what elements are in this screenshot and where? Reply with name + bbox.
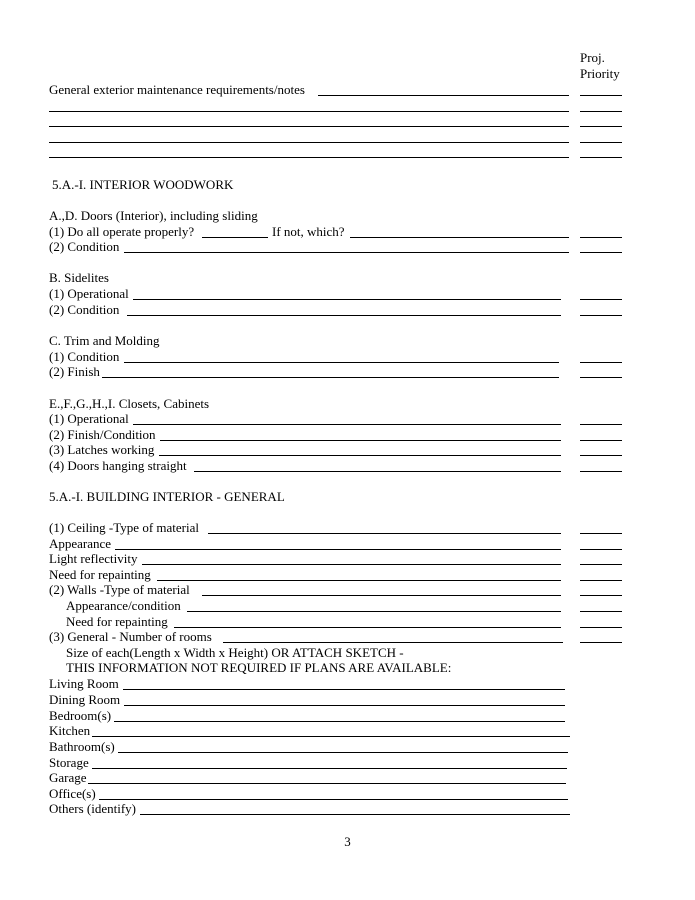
plans-note: THIS INFORMATION NOT REQUIRED IF PLANS ARE AVAILABLE:: [66, 660, 452, 675]
bedroom-label: Bedroom(s): [49, 708, 112, 723]
exterior-notes-line-2[interactable]: [49, 111, 569, 112]
priority-line[interactable]: [580, 142, 622, 143]
bathroom-label: Bathroom(s): [49, 739, 115, 754]
reflectivity-label: Light reflectivity: [49, 551, 138, 566]
living-room-input[interactable]: [123, 689, 565, 690]
woodwork-heading: 5.A.-I. INTERIOR WOODWORK: [52, 177, 234, 192]
reflectivity-input[interactable]: [142, 564, 561, 565]
kitchen-label: Kitchen: [49, 723, 91, 738]
closets-title: E.,F.,G.,H.,I. Closets, Cabinets: [49, 396, 210, 411]
others-label: Others (identify): [49, 801, 137, 816]
doors-condition-input[interactable]: [124, 252, 569, 253]
priority-line[interactable]: [580, 424, 622, 425]
sidelites-operational-label: (1) Operational: [49, 286, 129, 301]
walls-input[interactable]: [202, 595, 561, 596]
rooms-label: (3) General - Number of rooms: [49, 629, 212, 644]
trim-title: C. Trim and Molding: [49, 333, 160, 348]
priority-line[interactable]: [580, 126, 622, 127]
priority-line[interactable]: [580, 95, 622, 96]
trim-finish-label: (2) Finish: [49, 364, 100, 379]
walls-appearance-label: Appearance/condition: [66, 598, 181, 613]
trim-condition-input[interactable]: [124, 362, 559, 363]
exterior-notes-label: General exterior maintenance requirements/notes: [49, 82, 305, 97]
appearance-label: Appearance: [49, 536, 112, 551]
sidelites-condition-label: (2) Condition: [49, 302, 120, 317]
repainting-input[interactable]: [157, 580, 561, 581]
doors-title: A.,D. Doors (Interior), including sliding: [49, 208, 258, 223]
priority-line[interactable]: [580, 111, 622, 112]
office-label: Office(s): [49, 786, 96, 801]
priority-line[interactable]: [580, 377, 622, 378]
doors-which-input[interactable]: [350, 237, 569, 238]
trim-condition-label: (1) Condition: [49, 349, 120, 364]
walls-label: (2) Walls -Type of material: [49, 582, 190, 597]
closets-finish-label: (2) Finish/Condition: [49, 427, 156, 442]
sidelites-condition-input[interactable]: [127, 315, 561, 316]
trim-finish-input[interactable]: [102, 377, 559, 378]
priority-line[interactable]: [580, 627, 622, 628]
exterior-notes-line-5[interactable]: [49, 157, 569, 158]
priority-line[interactable]: [580, 549, 622, 550]
priority-line[interactable]: [580, 611, 622, 612]
office-input[interactable]: [99, 799, 568, 800]
priority-line[interactable]: [580, 533, 622, 534]
doors-which-label: If not, which?: [272, 224, 345, 239]
sidelites-operational-input[interactable]: [133, 299, 561, 300]
priority-line[interactable]: [580, 299, 622, 300]
rooms-input[interactable]: [223, 642, 563, 643]
closets-doors-label: (4) Doors hanging straight: [49, 458, 187, 473]
doors-operate-label: (1) Do all operate properly?: [49, 224, 195, 239]
closets-latches-input[interactable]: [159, 455, 561, 456]
priority-line[interactable]: [580, 157, 622, 158]
ceiling-label: (1) Ceiling -Type of material: [49, 520, 199, 535]
priority-line[interactable]: [580, 642, 622, 643]
exterior-notes-line-3[interactable]: [49, 126, 569, 127]
dining-room-label: Dining Room: [49, 692, 121, 707]
others-input[interactable]: [140, 814, 570, 815]
bedroom-input[interactable]: [114, 721, 565, 722]
priority-line[interactable]: [580, 471, 622, 472]
priority-line[interactable]: [580, 440, 622, 441]
garage-label: Garage: [49, 770, 87, 785]
walls-repainting-input[interactable]: [174, 627, 561, 628]
walls-repainting-label: Need for repainting: [66, 614, 168, 629]
priority-line[interactable]: [580, 315, 622, 316]
exterior-notes-line-1[interactable]: [318, 95, 569, 96]
doors-operate-input[interactable]: [202, 237, 268, 238]
closets-doors-input[interactable]: [194, 471, 561, 472]
storage-label: Storage: [49, 755, 89, 770]
closets-finish-input[interactable]: [160, 440, 561, 441]
size-note: Size of each(Length x Width x Height) OR ATTACH SKETCH -: [66, 645, 404, 660]
appearance-input[interactable]: [115, 549, 561, 550]
closets-latches-label: (3) Latches working: [49, 442, 155, 457]
repainting-label: Need for repainting: [49, 567, 151, 582]
sidelites-title: B. Sidelites: [49, 270, 109, 285]
closets-operational-label: (1) Operational: [49, 411, 129, 426]
priority-line[interactable]: [580, 237, 622, 238]
priority-line[interactable]: [580, 455, 622, 456]
dining-room-input[interactable]: [124, 705, 565, 706]
ceiling-input[interactable]: [208, 533, 561, 534]
priority-line[interactable]: [580, 564, 622, 565]
general-heading: 5.A.-I. BUILDING INTERIOR - GENERAL: [49, 489, 285, 504]
closets-operational-input[interactable]: [133, 424, 561, 425]
priority-line[interactable]: [580, 595, 622, 596]
exterior-notes-line-4[interactable]: [49, 142, 569, 143]
priority-line[interactable]: [580, 252, 622, 253]
living-room-label: Living Room: [49, 676, 119, 691]
walls-appearance-input[interactable]: [187, 611, 561, 612]
proj-header: Proj.: [580, 50, 605, 65]
priority-header: Priority: [580, 66, 620, 81]
bathroom-input[interactable]: [118, 752, 568, 753]
doors-condition-label: (2) Condition: [49, 239, 120, 254]
page-number: 3: [344, 834, 351, 849]
priority-line[interactable]: [580, 362, 622, 363]
kitchen-input[interactable]: [92, 736, 570, 737]
priority-line[interactable]: [580, 580, 622, 581]
garage-input[interactable]: [88, 783, 566, 784]
storage-input[interactable]: [92, 768, 567, 769]
